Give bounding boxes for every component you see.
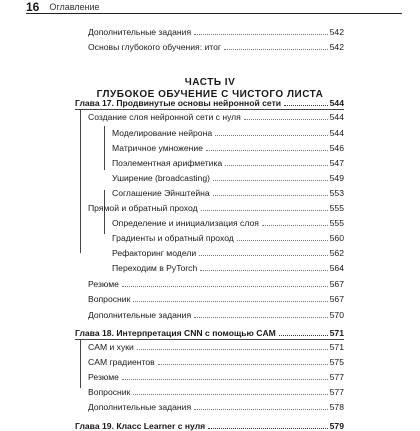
- toc-section[interactable]: [88, 357, 344, 367]
- dot-leader: [194, 317, 328, 318]
- toc-entry-label: CAM градиентов: [88, 357, 155, 367]
- dot-leader: [133, 394, 327, 395]
- toc-entry-page: 544: [329, 112, 344, 122]
- part-number: ЧАСТЬ IV: [184, 77, 236, 88]
- dot-leader: [137, 349, 328, 350]
- toc-entry-label: Дополнительные задания: [88, 310, 192, 320]
- dot-leader: [200, 270, 327, 271]
- toc-entry-label: Дополнительные задания: [88, 402, 192, 412]
- toc-entry-label: CAM и хуки: [88, 342, 134, 352]
- dot-leader: [284, 105, 328, 106]
- dot-leader: [122, 379, 328, 380]
- toc-subsection[interactable]: [112, 188, 344, 198]
- toc-section[interactable]: [88, 387, 344, 397]
- toc-subsection[interactable]: [112, 143, 344, 153]
- toc-section[interactable]: [88, 203, 344, 213]
- toc-subsection[interactable]: [112, 218, 344, 228]
- dot-leader: [224, 49, 328, 50]
- chapter-page: 544: [329, 98, 344, 108]
- toc-section[interactable]: [88, 112, 344, 122]
- part-title: ГЛУБОКОЕ ОБУЧЕНИЕ С ЧИСТОГО ЛИСТА: [96, 89, 324, 100]
- dot-leader: [158, 364, 328, 365]
- dot-leader: [244, 119, 328, 120]
- toc-entry-label: Градиенты и обратный проход: [112, 233, 234, 243]
- toc-entry-label: Соглашение Эйнштейна: [112, 188, 210, 198]
- toc-subsection[interactable]: [112, 128, 344, 138]
- toc-section[interactable]: [88, 372, 344, 382]
- toc-section[interactable]: [88, 279, 344, 289]
- dot-leader: [279, 335, 328, 336]
- toc-entry-page: 547: [329, 158, 344, 168]
- toc-entry-page: 555: [329, 218, 344, 228]
- toc-entry[interactable]: [88, 27, 344, 37]
- dot-leader: [206, 150, 328, 151]
- toc-entry[interactable]: [88, 42, 344, 52]
- dot-leader: [213, 180, 328, 181]
- dot-leader: [199, 255, 328, 256]
- toc-entry-page: 562: [329, 248, 344, 258]
- toc-entry-page: 577: [329, 387, 344, 397]
- dot-leader: [194, 34, 328, 35]
- toc-entry-page: 560: [329, 233, 344, 243]
- toc-entry-label: Моделирование нейрона: [112, 128, 213, 138]
- toc-entry-page: 564: [329, 263, 344, 273]
- running-title: Оглавление: [49, 2, 100, 12]
- toc-entry-label: Матричное умножение: [112, 143, 203, 153]
- toc-entry-page: 546: [329, 143, 344, 153]
- dot-leader: [215, 135, 328, 136]
- toc-subsection[interactable]: [112, 263, 344, 273]
- toc-entry-page: 567: [329, 279, 344, 289]
- page-number: 16: [26, 0, 40, 14]
- chapter-page: 579: [329, 421, 344, 431]
- dot-leader: [225, 165, 327, 166]
- dot-leader: [262, 225, 328, 226]
- section-bracket-line: [104, 126, 105, 170]
- toc-entry-label: Создание слоя нейронной сети с нуля: [88, 112, 241, 122]
- toc-entry-label: Резюме: [88, 372, 119, 382]
- chapter-17-heading[interactable]: [75, 98, 344, 108]
- chapter-rule: [75, 339, 344, 340]
- toc-entry-label: Вопросник: [88, 294, 131, 304]
- toc-entry-page: 575: [329, 357, 344, 367]
- chapter-title: Глава 17. Продвинутые основы нейронной сети: [75, 98, 282, 108]
- toc-entry-page: 542: [329, 27, 344, 37]
- chapter-19-heading[interactable]: [75, 421, 344, 431]
- page-header: [26, 0, 402, 14]
- toc-entry-label: Дополнительные задания: [88, 27, 192, 37]
- toc-entry-page: 553: [329, 188, 344, 198]
- toc-entry-label: Основы глубокого обучения: итог: [88, 42, 222, 52]
- toc-section[interactable]: [88, 294, 344, 304]
- dot-leader: [208, 428, 327, 429]
- dot-leader: [122, 286, 328, 287]
- toc-subsection[interactable]: [112, 158, 344, 168]
- toc-entry-page: 577: [329, 372, 344, 382]
- toc-entry-label: Вопросник: [88, 387, 131, 397]
- toc-subsection[interactable]: [112, 233, 344, 243]
- dot-leader: [133, 301, 327, 302]
- toc-entry-page: 567: [329, 294, 344, 304]
- toc-section[interactable]: [88, 402, 344, 412]
- dot-leader: [201, 210, 328, 211]
- toc-entry-label: Резюме: [88, 279, 119, 289]
- toc-entry-label: Прямой и обратный проход: [88, 203, 198, 213]
- dot-leader: [194, 409, 328, 410]
- toc-section[interactable]: [88, 310, 344, 320]
- chapter-title: Глава 18. Интерпретация CNN с помощью CAM: [75, 328, 276, 338]
- chapter-bracket-line: [80, 110, 81, 253]
- toc-entry-label: Уширение (broadcasting): [112, 173, 210, 183]
- toc-entry-page: 578: [329, 402, 344, 412]
- chapter-page: 571: [329, 328, 344, 338]
- chapter-rule: [75, 109, 344, 110]
- toc-entry-page: 542: [329, 42, 344, 52]
- toc-entry-page: 571: [329, 342, 344, 352]
- dot-leader: [237, 240, 328, 241]
- toc-entry-page: 570: [329, 310, 344, 320]
- toc-subsection[interactable]: [112, 173, 344, 183]
- toc-subsection[interactable]: [112, 248, 344, 258]
- toc-entry-page: 555: [329, 203, 344, 213]
- toc-entry-page: 544: [329, 128, 344, 138]
- toc-entry-label: Переходим в PyTorch: [112, 263, 198, 273]
- toc-entry-label: Рефакторинг модели: [112, 248, 197, 258]
- chapter-bracket-line: [80, 340, 81, 388]
- chapter-title: Глава 19. Класс Learner с нуля: [75, 421, 206, 431]
- chapter-18-heading[interactable]: [75, 328, 344, 338]
- toc-entry-label: Поэлементная арифметика: [112, 158, 223, 168]
- toc-section[interactable]: [88, 342, 344, 352]
- toc-entry-label: Определение и инициализация слоя: [112, 218, 259, 228]
- toc-entry-page: 549: [329, 173, 344, 183]
- dot-leader: [213, 195, 328, 196]
